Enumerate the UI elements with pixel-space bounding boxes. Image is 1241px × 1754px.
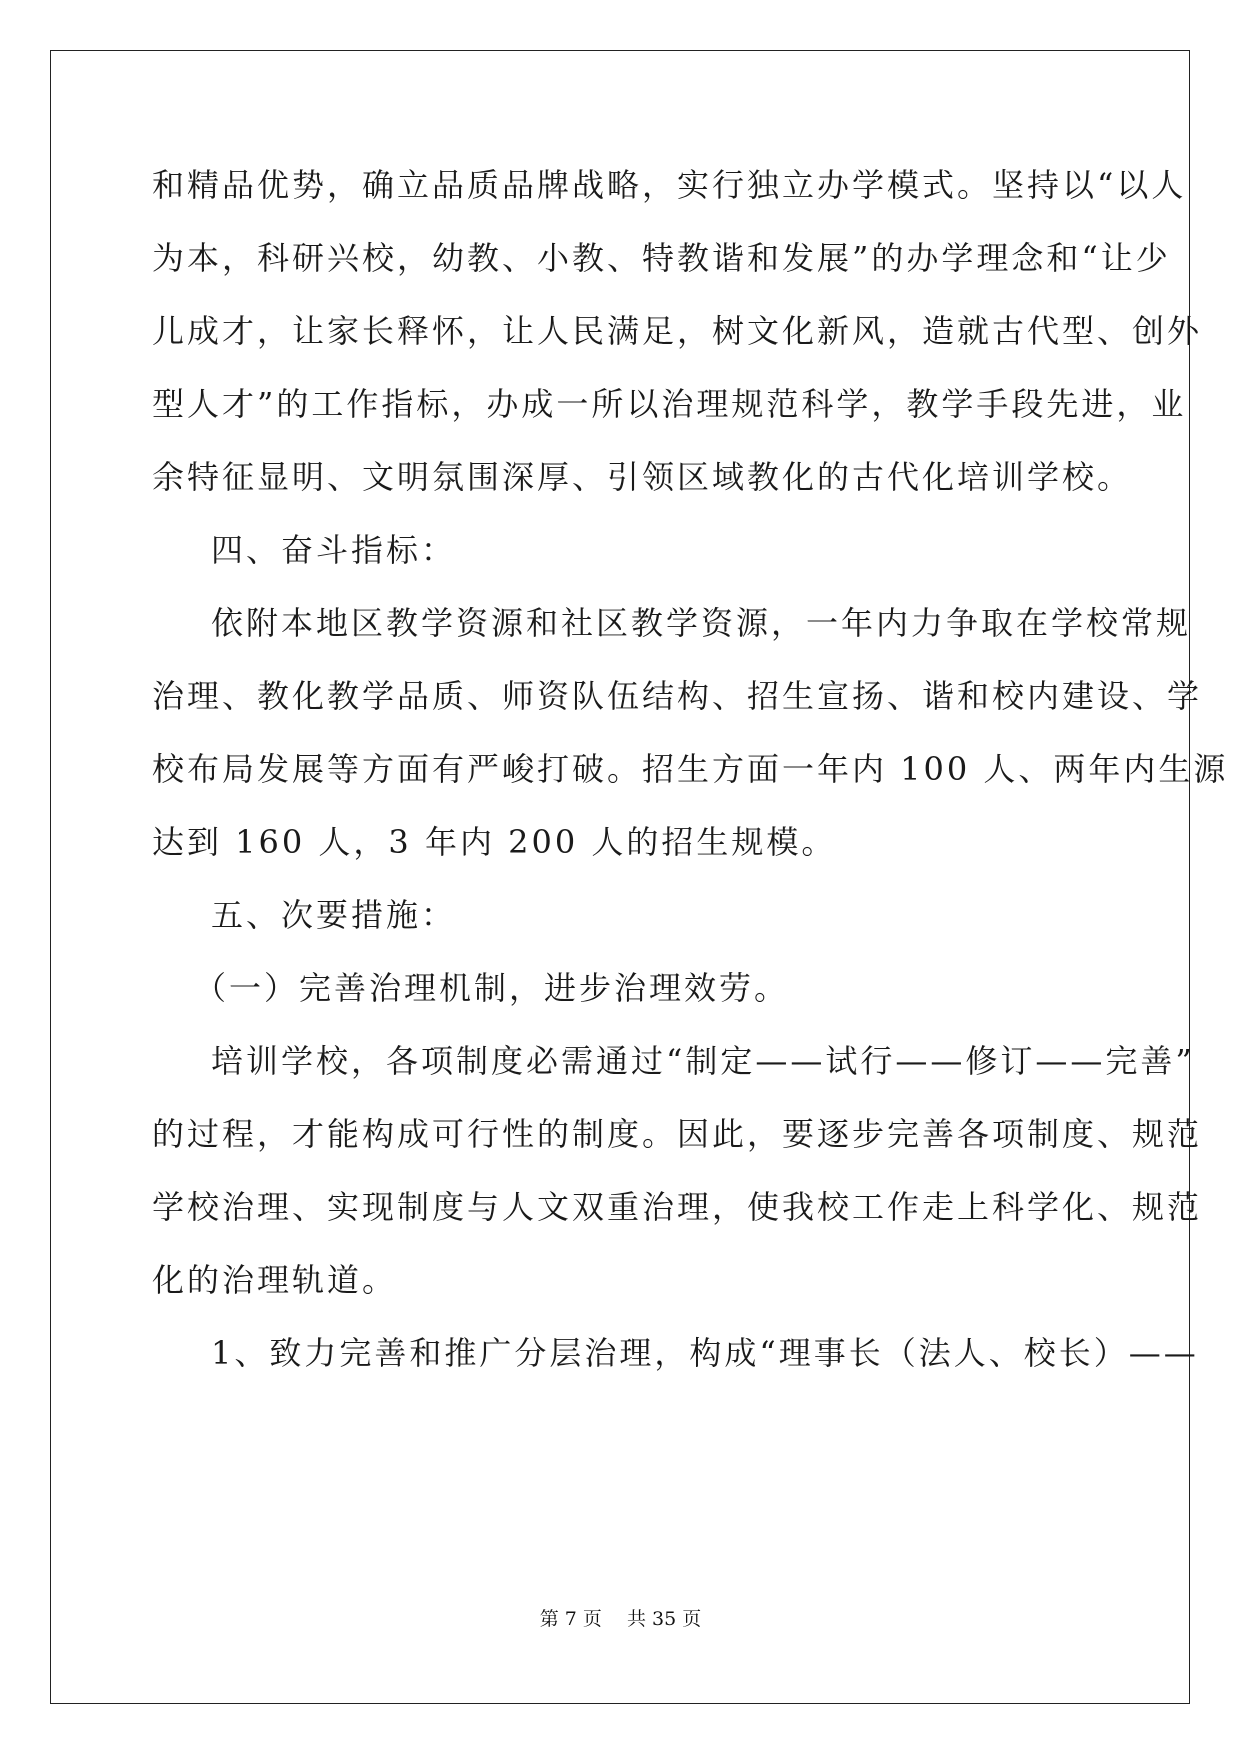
page-border	[50, 50, 1190, 1704]
subsection-heading: （一）完善治理机制，进步治理效劳。	[194, 969, 790, 1007]
text-line: 型人才”的工作指标，办成一所以治理规范科学，教学手段先进，业	[152, 385, 1187, 423]
text-line: 学校治理、实现制度与人文双重治理，使我校工作走上科学化、规范	[152, 1188, 1203, 1226]
text-line: 依附本地区教学资源和社区教学资源，一年内力争取在学校常规	[176, 604, 1192, 642]
text-line: 培训学校，各项制度必需通过“制定——试行——修订——完善”	[176, 1042, 1195, 1080]
text-line: 治理、教化教学品质、师资队伍结构、招生宣扬、谐和校内建设、学	[152, 677, 1203, 715]
text-line: 儿成才，让家长释怀，让人民满足，树文化新风，造就古代型、创外	[152, 312, 1203, 350]
text-line: 校布局发展等方面有严峻打破。招生方面一年内 100 人、两年内生源	[152, 750, 1229, 788]
text-line: 和精品优势，确立品质品牌战略，实行独立办学模式。坚持以“以人	[152, 166, 1187, 204]
text-line: 1、致力完善和推广分层治理，构成“理事长（法人、校长）——	[176, 1334, 1199, 1372]
text-line: 达到 160 人，3 年内 200 人的招生规模。	[152, 823, 837, 861]
page-footer	[0, 1604, 1241, 1631]
text-line: 余特征显明、文明氛围深厚、引领区域教化的古代化培训学校。	[152, 458, 1133, 496]
text-line: 的过程，才能构成可行性的制度。因此，要逐步完善各项制度、规范	[152, 1115, 1203, 1153]
text-line: 为本，科研兴校，幼教、小教、特教谐和发展”的办学理念和“让少	[152, 239, 1171, 277]
section-heading: 五、次要措施：	[176, 896, 457, 934]
page-number-label: 第 7 页 共 35 页	[539, 1608, 702, 1630]
text-line: 化的治理轨道。	[152, 1261, 398, 1299]
section-heading: 四、奋斗指标：	[176, 531, 457, 569]
